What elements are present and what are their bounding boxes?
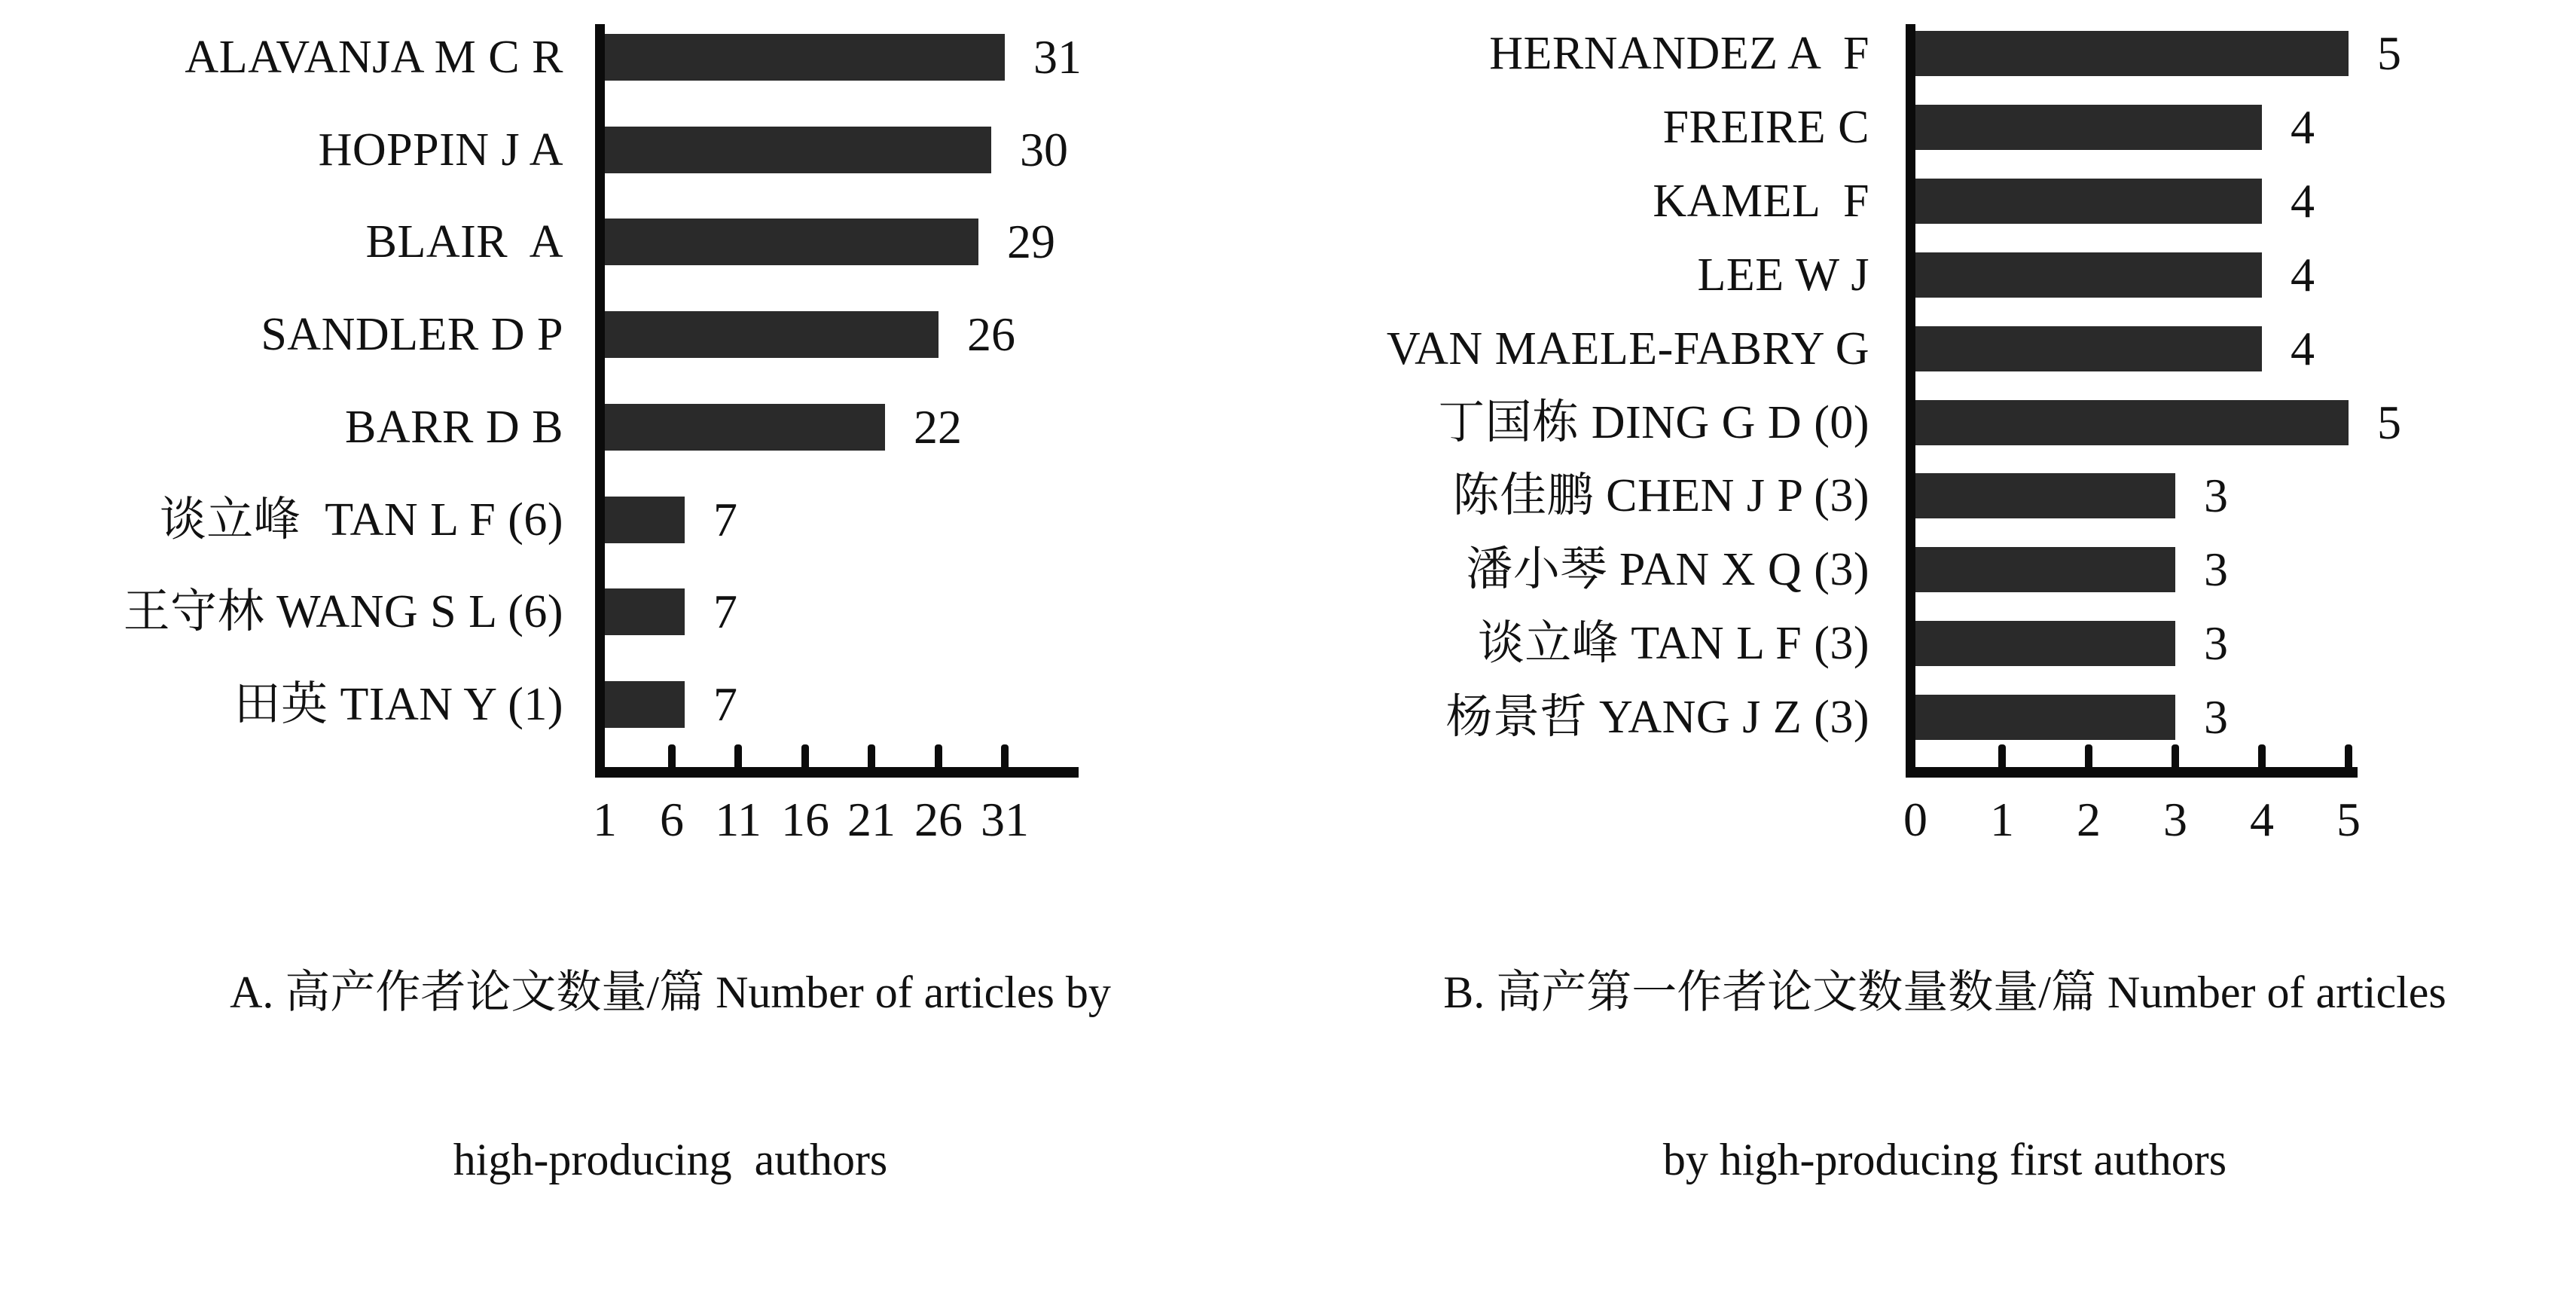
chart-a-value-label: 29 (1007, 215, 1055, 268)
chart-a-x-tick-label: 31 (981, 793, 1029, 846)
chart-b-value-label: 3 (2204, 616, 2228, 670)
chart-a-category-label: ALAVANJA M C R (185, 32, 563, 83)
chart-b-bar (1915, 400, 2349, 445)
chart-b-x-tick-label: 2 (2077, 793, 2101, 846)
chart-a-value-label: 26 (967, 307, 1015, 361)
chart-b-value-label: 5 (2377, 26, 2401, 80)
chart-a-x-tick-label: 16 (781, 793, 829, 846)
chart-b-category-label: FREIRE C (1662, 102, 1869, 153)
chart-b-bar (1915, 473, 2175, 518)
chart-a-value-label: 22 (914, 400, 962, 454)
chart-b-bar (1915, 105, 2262, 150)
chart-b-bar (1915, 326, 2262, 371)
chart-b-value-label: 3 (2204, 469, 2228, 522)
chart-b-bar (1915, 547, 2175, 592)
chart-a-x-tick-label: 21 (847, 793, 896, 846)
chart-b-bar (1915, 31, 2349, 76)
chart-b-x-tick-label: 4 (2250, 793, 2274, 846)
chart-b-caption (1342, 853, 2547, 1299)
chart-a-x-tick-label: 26 (914, 793, 963, 846)
chart-a-x-tick-label: 11 (715, 793, 762, 846)
chart-b-bar (1915, 621, 2175, 666)
chart-a-value-label: 7 (713, 677, 737, 731)
chart-b-caption-line1: B. 高产第一作者论文数量数量/篇 Number of articles (1443, 967, 2446, 1017)
chart-a-category-label: BARR D B (345, 402, 563, 453)
chart-b-caption-line2: by high-producing first authors (1662, 1135, 2227, 1184)
chart-a-category-label: SANDLER D P (261, 309, 563, 360)
chart-b-value-label: 4 (2291, 322, 2315, 375)
chart-a-value-label: 30 (1020, 123, 1068, 176)
chart-a-caption-line2: high-producing authors (453, 1135, 888, 1184)
chart-b-x-axis-line (1906, 767, 2358, 778)
chart-b-x-tick-label: 1 (1990, 793, 2014, 846)
chart-a-category-label: 谈立峰 TAN L F (6) (159, 494, 563, 546)
chart-b-x-tick-label: 5 (2336, 793, 2361, 846)
chart-b-bar (1915, 252, 2262, 298)
chart-a-value-label: 7 (713, 493, 737, 546)
chart-b-x-tick-mark (2345, 744, 2352, 767)
chart-b-value-label: 3 (2204, 543, 2228, 596)
chart-b-y-axis-line (1906, 24, 1915, 778)
chart-b-x-tick-label: 3 (2163, 793, 2187, 846)
chart-b-x-tick-mark (2172, 744, 2179, 767)
chart-b-value-label: 4 (2291, 174, 2315, 228)
chart-b-x-tick-label: 0 (1903, 793, 1927, 846)
chart-b-category-label: VAN MAELE-FABRY G (1386, 323, 1869, 374)
chart-b-value-label: 3 (2204, 690, 2228, 744)
chart-a-value-label: 7 (713, 585, 737, 638)
chart-b-x-tick-mark (2258, 744, 2266, 767)
chart-b-category-label: LEE W J (1697, 249, 1869, 301)
chart-b-category-label: 陈佳鹏 CHEN J P (3) (1452, 470, 1869, 521)
chart-b-value-label: 5 (2377, 396, 2401, 449)
chart-a-value-label: 31 (1033, 30, 1082, 84)
chart-b-value-label: 4 (2291, 248, 2315, 301)
chart-a-category-label: 王守林 WANG S L (6) (123, 586, 563, 637)
chart-b-category-label: 谈立峰 TAN L F (3) (1477, 618, 1869, 669)
chart-a-category-label: 田英 TIAN Y (1) (233, 679, 563, 730)
chart-b-bar (1915, 179, 2262, 224)
chart-a-category-label: BLAIR A (365, 216, 563, 267)
chart-b-category-label: 潘小琴 PAN X Q (3) (1466, 544, 1869, 595)
chart-b-value-label: 4 (2291, 100, 2315, 154)
chart-b-category-label: KAMEL F (1653, 176, 1869, 227)
chart-b-x-tick-mark (2085, 744, 2092, 767)
chart-a-category-label: HOPPIN J A (318, 124, 563, 176)
chart-b-category-label: 杨景哲 YANG J Z (3) (1445, 692, 1869, 743)
chart-a-x-tick-label: 1 (593, 793, 617, 846)
chart-a-caption-line1: A. 高产作者论文数量/篇 Number of articles by (230, 967, 1111, 1017)
chart-b-x-tick-mark (1998, 744, 2006, 767)
chart-b-bar (1915, 695, 2175, 740)
chart-a-x-tick-label: 6 (660, 793, 684, 846)
chart-b-category-label: 丁国栋 DING G D (0) (1438, 397, 1869, 448)
chart-b-category-label: HERNANDEZ A F (1489, 28, 1869, 79)
